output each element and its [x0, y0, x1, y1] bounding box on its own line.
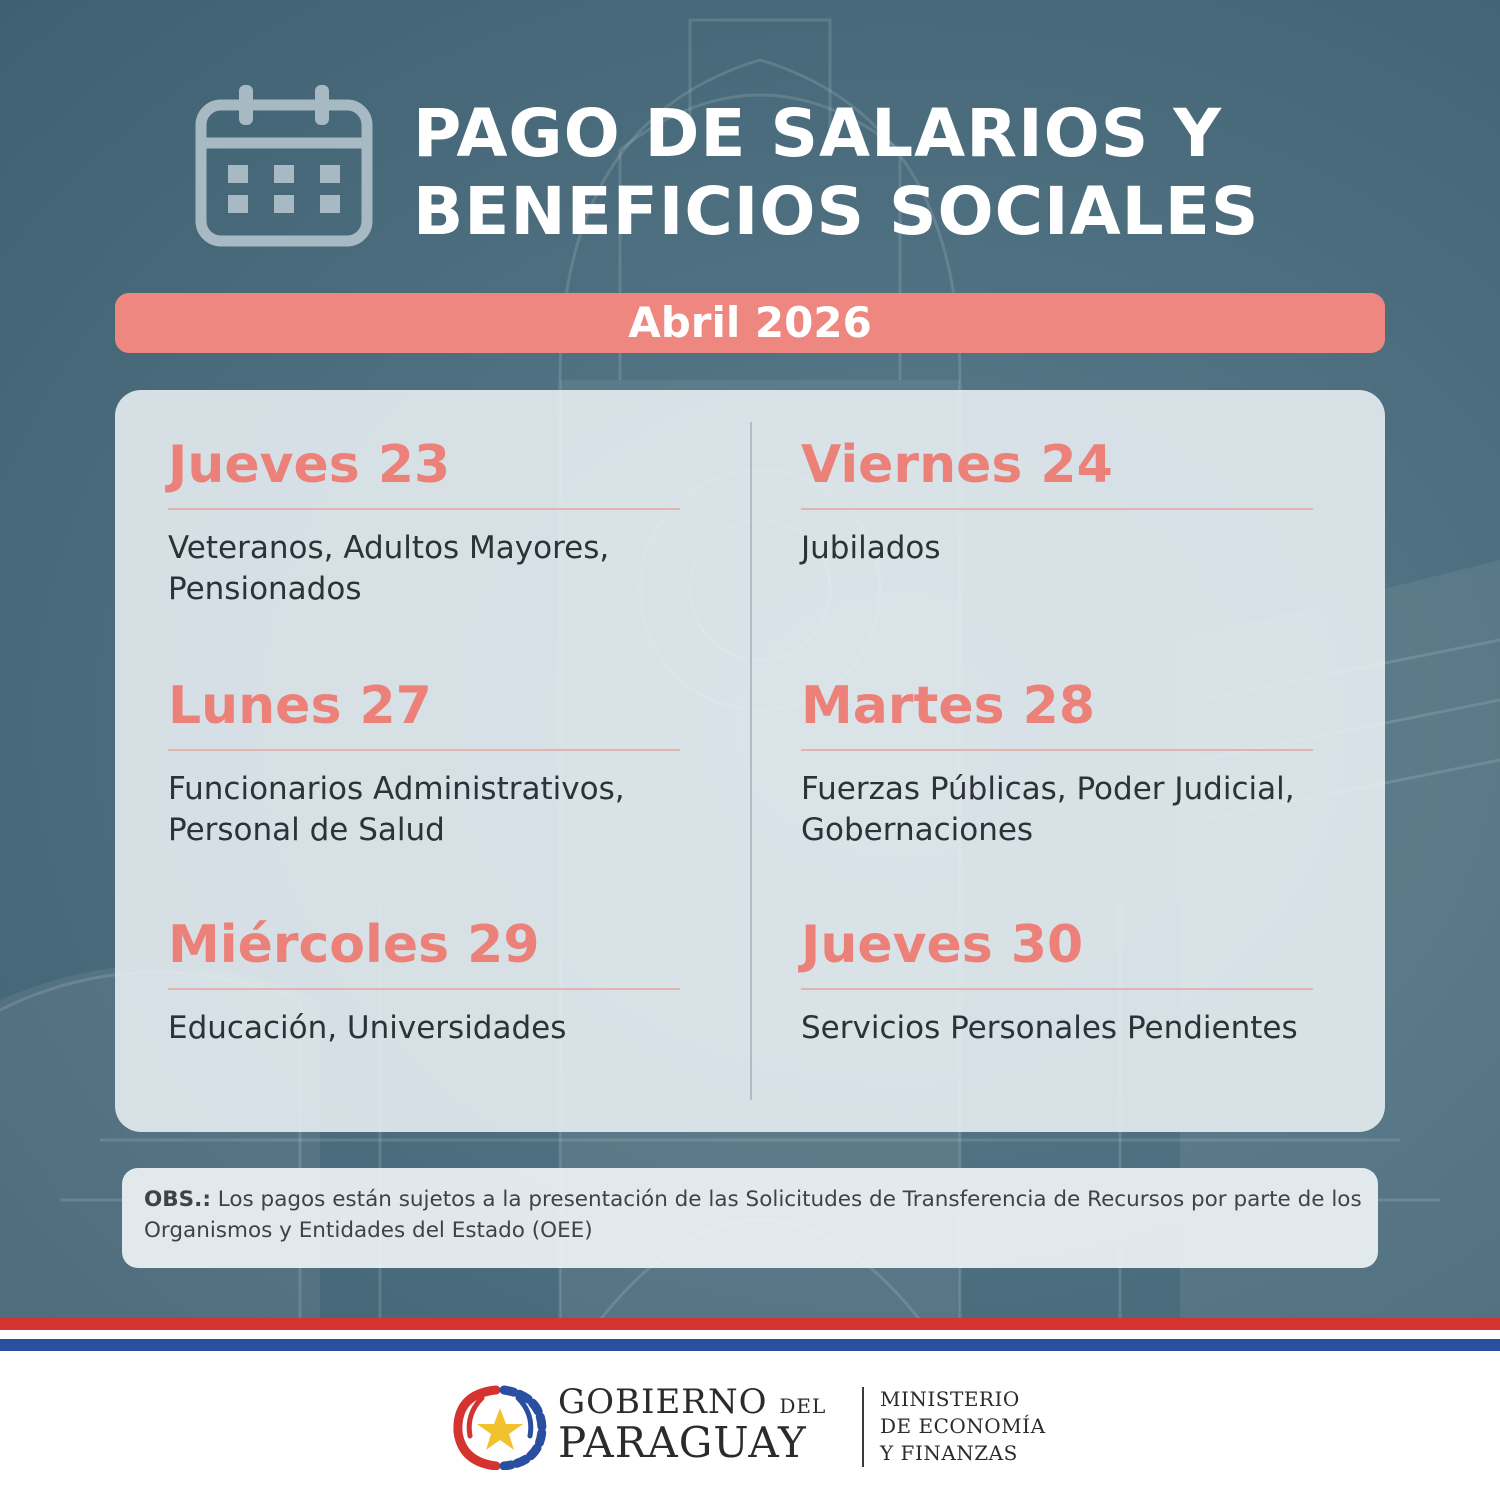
- entry-divider: [801, 749, 1313, 751]
- page-title: [413, 95, 1259, 251]
- footer: [0, 1351, 1500, 1500]
- observation-body: Los pagos están sujetos a la presentación de las Solicitudes de Transferencia de Recursos por parte de los Organismos y Entidades del Estado (OEE): [144, 1187, 1362, 1243]
- schedule-description: Servicios Personales Pendientes: [801, 1010, 1298, 1046]
- flag-stripe-white: [0, 1330, 1500, 1339]
- schedule-description: Funcionarios Administrativos, Personal de Salud: [168, 771, 625, 848]
- schedule-entry: [168, 671, 688, 851]
- observation-text: [144, 1184, 1364, 1246]
- schedule-description: Veteranos, Adultos Mayores, Pensionados: [168, 530, 610, 607]
- gov-word-del: DEL: [779, 1394, 827, 1418]
- schedule-entry: [168, 430, 688, 610]
- schedule-day: Miércoles 29: [168, 915, 540, 975]
- footer-divider: [862, 1387, 864, 1467]
- schedule-card: [115, 390, 1385, 1132]
- schedule-day: Jueves 30: [801, 915, 1084, 975]
- column-divider: [750, 422, 752, 1100]
- header: [195, 85, 1395, 255]
- government-name-line-2: PARAGUAY: [558, 1418, 807, 1467]
- schedule-description: Educación, Universidades: [168, 1010, 567, 1046]
- entry-divider: [168, 508, 680, 510]
- schedule-day: Jueves 23: [168, 435, 451, 495]
- gov-word-gobierno: GOBIERNO: [558, 1382, 768, 1422]
- month-banner: [115, 293, 1385, 353]
- entry-divider: [801, 988, 1313, 990]
- government-emblem-icon: [452, 1384, 548, 1470]
- schedule-description: Fuerzas Públicas, Poder Judicial, Gobernaciones: [801, 771, 1295, 848]
- entry-divider: [168, 988, 680, 990]
- observation-label: OBS.:: [144, 1187, 211, 1212]
- calendar-icon: [195, 85, 373, 247]
- title-line-2: BENEFICIOS SOCIALES: [413, 173, 1260, 250]
- schedule-entry: [168, 910, 688, 1049]
- schedule-entry: [801, 430, 1321, 569]
- schedule-day: Viernes 24: [801, 435, 1113, 495]
- title-line-1: PAGO DE SALARIOS Y: [413, 95, 1223, 172]
- flag-stripe-red: [0, 1318, 1500, 1330]
- entry-divider: [801, 508, 1313, 510]
- ministry-name: MINISTERIO DE ECONOMÍA Y FINANZAS: [880, 1387, 1046, 1465]
- month-label: Abril 2026: [628, 298, 872, 347]
- schedule-description: Jubilados: [801, 530, 941, 566]
- schedule-entry: [801, 671, 1321, 851]
- schedule-day: Martes 28: [801, 676, 1096, 736]
- observation-note: [122, 1168, 1378, 1268]
- flag-stripe-blue: [0, 1339, 1500, 1351]
- entry-divider: [168, 749, 680, 751]
- schedule-day: Lunes 27: [168, 676, 432, 736]
- schedule-entry: [801, 910, 1321, 1049]
